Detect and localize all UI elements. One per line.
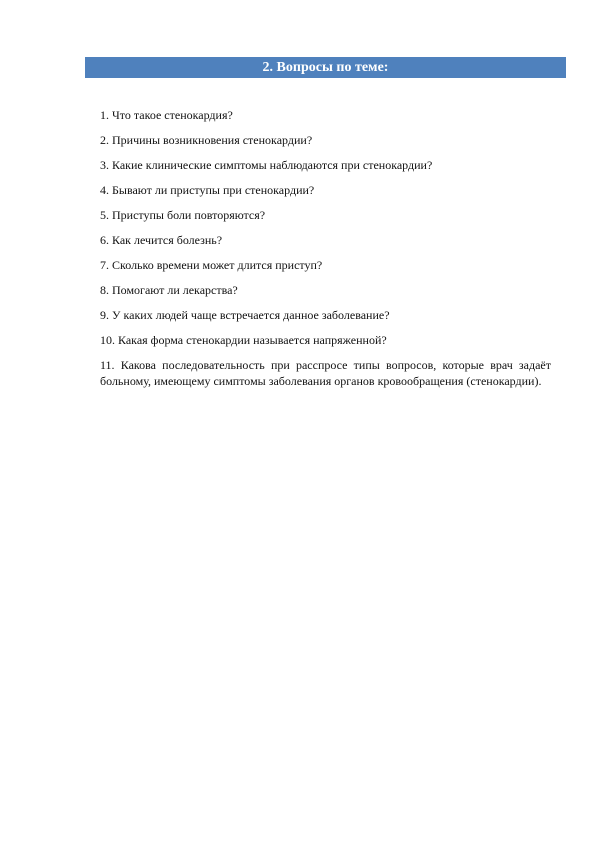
section-title: 2. Вопросы по теме: [262, 60, 389, 75]
question-item: 6. Как лечится болезнь? [100, 233, 223, 247]
question-item: 8. Помогают ли лекарства? [100, 283, 238, 297]
question-item: 7. Сколько времени может длится приступ? [100, 258, 323, 272]
question-item: 2. Причины возникновения стенокардии? [100, 133, 313, 147]
question-item: 10. Какая форма стенокардии называется напряженной? [100, 333, 387, 347]
section-header-bar [85, 57, 566, 78]
questions-list [100, 108, 551, 399]
question-item: 5. Приступы боли повторяются? [100, 208, 266, 222]
question-item: 11. Какова последовательность при расспросе типы вопросов, которые врач задаёт больному, имеющему симптомы заболевания органов кровообращения (стенокардии). [100, 358, 551, 388]
question-item: 1. Что такое стенокардия? [100, 108, 233, 122]
question-item: 3. Какие клинические симптомы наблюдаются при стенокардии? [100, 158, 433, 172]
question-item: 9. У каких людей чаще встречается данное заболевание? [100, 308, 390, 322]
question-item: 4. Бывают ли приступы при стенокардии? [100, 183, 315, 197]
